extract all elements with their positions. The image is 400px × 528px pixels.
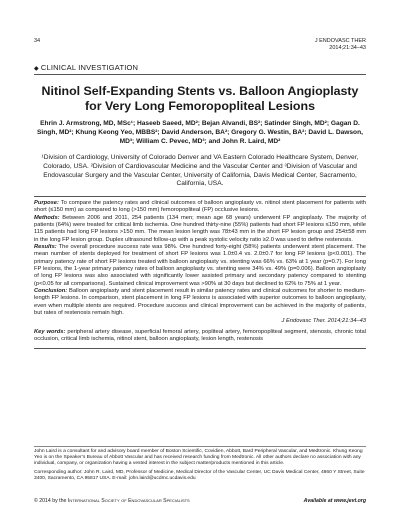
journal-volume: 2014;21:34–43: [329, 44, 366, 51]
copyright: [34, 498, 190, 504]
affiliations: ¹Division of Cardiology, University of Colorado Denver and VA Eastern Colorado Healthcare System, Denver, Colorado, USA. ²Division of Cardiovascular Medicine and the Vascular Center and ³Division of Vascular and Endovascular Surgery and the Vascular Center, University of California, Davis Medical Center, Sacramento, California, USA.: [41, 154, 359, 188]
abstract-results: [34, 244, 366, 288]
conclusion-text: Balloon angioplasty and stent placement result in similar patency rates and clinical outcomes for shorter to medium-length FP lesions. In comparison, stent placement in long FP lesions is associated with superior outcomes to balloon angioplasty, even when multiple stents are required. Procedure success and clinical improvement can be achieved in the majority of patients, but rates of restenosis remain high.: [34, 288, 366, 317]
page-footer: [34, 498, 366, 504]
copyright-prefix: © 2014 by the: [34, 498, 68, 504]
availability-link[interactable]: Available at www.jevt.org: [303, 498, 366, 504]
disclosure-note: John Laird is a consultant for and advisory board member of Boston Scientific, Covidien, Abbott, Bard Peripheral Vascular, and Medtronic. Khung Keong Yeo is on the Speaker’s Bureau of Abbott Vascular and has received research funding from Medtronic. All other authors declare no association with any individual, company, or organization having a vested interest in the subject matter/products mentioned in this article.: [34, 449, 363, 466]
abstract-methods: [34, 215, 366, 244]
methods-text: Between 2006 and 2011, 254 patients (134 men; mean age 68 years) underwent FP angioplasty. The majority of patients (64%) were treated for critical limb ischemia. One hundred thirty-nine (55%) patients had short FP lesions ≤150 mm, while 115 patients had long FP lesions >150 mm. The mean lesion length was 78±43 mm in the short FP lesion group and 254±58 mm in the long FP lesion group. Duplex ultrasound follow-up with a peak systolic velocity ratio ≥2.0 was used to define restenosis.: [34, 214, 366, 243]
methods-label: Methods:: [34, 214, 60, 221]
page-number: 34: [34, 38, 41, 44]
abstract-box: [34, 196, 366, 349]
citation: J Endovasc Ther. 2014;21:34–43: [281, 317, 366, 324]
results-label: Results:: [34, 244, 57, 251]
author-list: Ehrin J. Armstrong, MD, MSc¹; Haseeb Saeed, MD²; Bejan Alvandi, BS²; Satinder Singh, MD²; Gagan D. Singh, MD²; Khung Keong Yeo, MBBS²; David Anderson, BA²; Gregory G. Westin, BA²; David L. Dawson, MD³; William C. Pevec, MD³; and John R. Laird, MD²: [37, 120, 363, 145]
abstract-purpose: [34, 200, 366, 215]
section-label-text: CLINICAL INVESTIGATION: [40, 63, 139, 72]
keywords-text: peripheral artery disease, superficial femoral artery, popliteal artery, femoropopliteal segment, stenosis, chronic total occlusion, critical limb ischemia, nitinol stent, balloon angioplasty, lesion length, restenosis: [34, 328, 366, 343]
correspondence-note: Corresponding author: John R. Laird, MD, Professor of Medicine, Medical Director of the Vascular Center, UC Davis Medical Center, 4860 Y Street, Suite 3400, Sacramento, CA 95817 USA. E-mail: john.laird@ucdmc.ucdavis.edu: [34, 470, 365, 481]
journal-name: J ENDOVASC THER: [314, 38, 366, 44]
conclusion-label: Conclusion:: [34, 288, 68, 295]
purpose-label: Purpose:: [34, 200, 59, 206]
society-name: International Society of Endovascular Specialists: [67, 498, 190, 504]
keywords: [34, 329, 366, 344]
results-text: The overall procedure success rate was 98%. One hundred forty-eight (58%) patients underwent stent placement. The mean number of stents deployed for treatment of short FP lesions was 1.0±0.4 vs. 2.0±0.7 for long FP lesions (p<0.001). The primary patency rate of short FP lesions treated with balloon angioplasty vs. stenting was 66% vs. 63% at 1 year (p=0.7). For long FP lesions, the 1-year primary patency rates of balloon angioplasty vs. stenting were 34% vs. 49% (p=0.006). Balloon angioplasty of long FP lesions was also associated with significantly lower assisted primary and secondary patency compared to stenting (p<0.05 for all comparisons). Sustained clinical improvement was >90% at 30 days but declined to 62% to 75% at 1 year.: [34, 244, 366, 287]
article-title: Nitinol Self-Expanding Stents vs. Balloon Angioplasty for Very Long Femoropopliteal Lesions: [41, 84, 359, 113]
purpose-text: To compare the patency rates and clinical outcomes of balloon angioplasty vs. nitinol stent placement for patients with short (≤150 mm) as compared to long (>150 mm) femoropopliteal (FP) occlusive lesions.: [34, 200, 366, 214]
section-label: [34, 63, 366, 75]
journal-header: [315, 38, 366, 51]
footnotes: [34, 446, 366, 485]
keywords-label: Key words:: [34, 328, 66, 335]
diamond-icon: ◆: [34, 66, 39, 72]
abstract-conclusion: [34, 288, 366, 317]
